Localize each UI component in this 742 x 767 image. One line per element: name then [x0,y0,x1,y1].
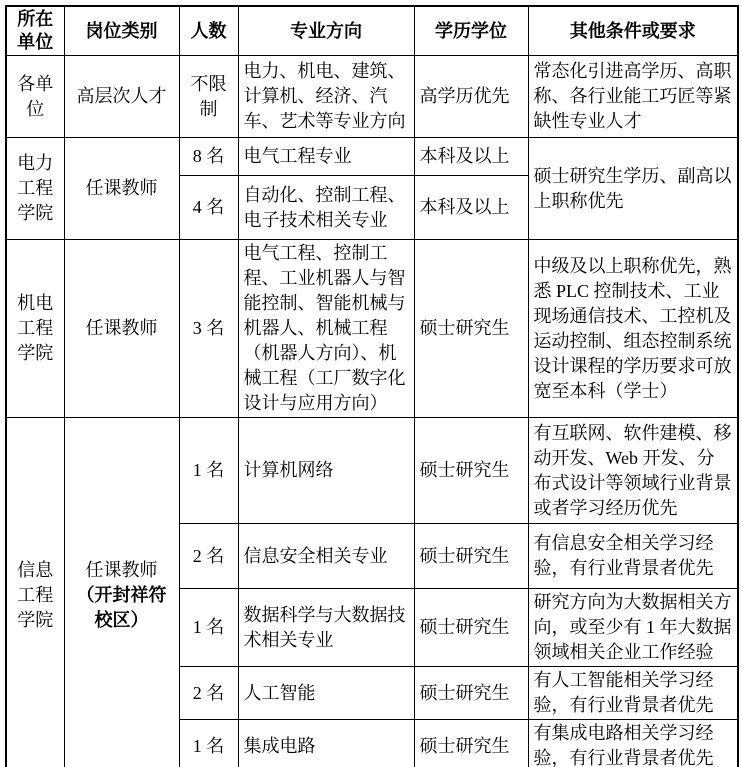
cell-degree: 高学历优先 [414,56,528,138]
cell-degree: 硕士研究生 [414,240,528,418]
cell-category: 高层次人才 [64,56,179,138]
cell-degree: 硕士研究生 [414,418,528,524]
recruitment-positions-table [5,5,739,767]
category-label: 任课教师 [85,559,158,580]
column-header-degree: 学历学位 [414,6,528,56]
table-row-power-1 [6,138,738,176]
table-row-information-1 [6,418,738,524]
cell-major: 数据科学与大数据技术相关专业 [238,589,414,667]
column-header-other: 其他条件或要求 [528,6,738,56]
column-header-major: 专业方向 [238,6,414,56]
cell-unit: 各单位 [6,56,64,138]
cell-major: 集成电路 [238,720,414,767]
cell-count: 3 名 [179,240,238,418]
cell-other: 有互联网、软件建模、移动开发、Web 开发、分布式设计等领域行业背景或者学习经历优先 [528,418,738,524]
cell-count: 8 名 [179,138,238,176]
cell-category [64,418,179,767]
cell-unit: 机电工程学院 [6,240,64,418]
table-row-all-units [6,56,738,138]
cell-count: 1 名 [179,720,238,767]
cell-count: 2 名 [179,667,238,720]
cell-degree: 硕士研究生 [414,524,528,589]
cell-category: 任课教师 [64,240,179,418]
table-row-mechatronics [6,240,738,418]
cell-other: 有集成电路相关学习经验，有行业背景者优先 [528,720,738,767]
cell-degree: 硕士研究生 [414,667,528,720]
category-campus-note: （开封祥符校区） [76,584,167,630]
cell-major: 电气工程专业 [238,138,414,176]
column-header-unit: 所在单位 [6,6,64,56]
cell-major: 电力、机电、建筑、计算机、经济、汽车、艺术等专业方向 [238,56,414,138]
cell-count: 1 名 [179,589,238,667]
cell-unit: 电力工程学院 [6,138,64,240]
cell-major: 人工智能 [238,667,414,720]
cell-other: 硕士研究生学历、副高以上职称优先 [528,138,738,240]
cell-other: 有信息安全相关学习经验，有行业背景者优先 [528,524,738,589]
cell-major: 电气工程、控制工程、工业机器人与智能控制、智能机械与机器人、机械工程（机器人方向）、机械工程（工厂数字化设计与应用方向） [238,240,414,418]
cell-degree: 硕士研究生 [414,589,528,667]
cell-other: 中级及以上职称优先，熟悉 PLC 控制技术、工业现场通信技术、工控机及运动控制、组态控制系统设计课程的学历要求可放宽至本科（学士） [528,240,738,418]
cell-category: 任课教师 [64,138,179,240]
cell-other: 有人工智能相关学习经验，有行业背景者优先 [528,667,738,720]
cell-count: 不限制 [179,56,238,138]
cell-degree: 本科及以上 [414,138,528,176]
cell-unit: 信息工程学院 [6,418,64,767]
cell-major: 信息安全相关专业 [238,524,414,589]
column-header-category: 岗位类别 [64,6,179,56]
cell-count: 1 名 [179,418,238,524]
column-header-count: 人数 [179,6,238,56]
cell-count: 4 名 [179,176,238,240]
cell-major: 计算机网络 [238,418,414,524]
cell-count: 2 名 [179,524,238,589]
cell-other: 常态化引进高学历、高职称、各行业能工巧匠等紧缺性专业人才 [528,56,738,138]
cell-major: 自动化、控制工程、电子技术相关专业 [238,176,414,240]
cell-degree: 本科及以上 [414,176,528,240]
table-header-row [6,6,738,56]
cell-degree: 硕士研究生 [414,720,528,767]
cell-other: 研究方向为大数据相关方向，或至少有 1 年大数据领域相关企业工作经验 [528,589,738,667]
